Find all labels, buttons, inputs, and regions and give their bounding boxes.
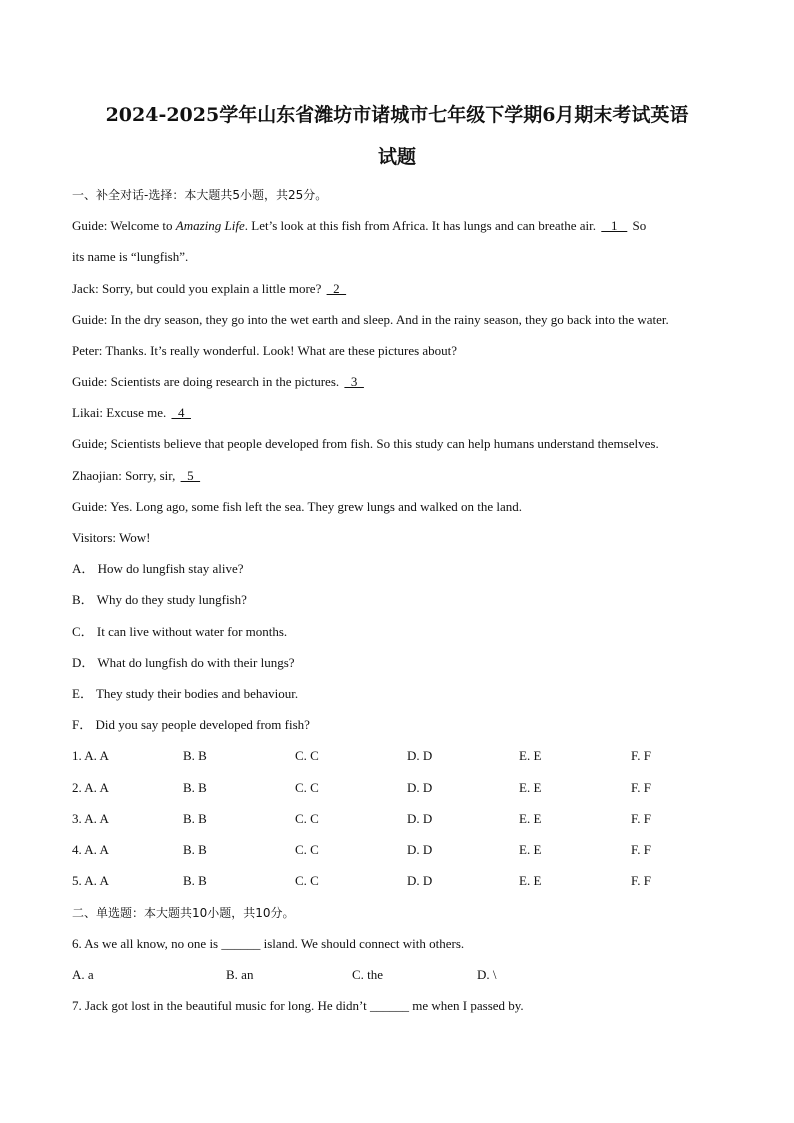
answer-choice[interactable]: D. D xyxy=(407,748,433,763)
option-b: B． Why do they study lungfish? xyxy=(72,592,247,607)
answer-choice[interactable]: E. E xyxy=(519,873,542,888)
section-2-heading: 二、单选题：本大题共10小题，共10分。 xyxy=(72,906,295,920)
dialogue-line-10: Guide: Yes. Long ago, some fish left the sea. They grew lungs and walked on the land. xyxy=(72,499,522,514)
dialogue-text: Zhaojian: Sorry, sir, xyxy=(72,468,179,483)
q6-choice-b[interactable]: B. an xyxy=(226,967,254,982)
question-7-stem: 7. Jack got lost in the beautiful music for long. He didn’t ______ me when I passed by. xyxy=(72,998,524,1013)
q6-choice-d[interactable]: D. \ xyxy=(477,967,497,982)
dialogue-text: So xyxy=(629,218,647,233)
option-c: C． It can live without water for months. xyxy=(72,624,288,639)
blank-2: 2 xyxy=(326,281,347,296)
option-a: A． How do lungfish stay alive? xyxy=(72,561,244,576)
option-f: F． Did you say people developed from fish? xyxy=(72,717,310,732)
answer-choice[interactable]: B. B xyxy=(183,780,207,795)
answer-row-3 xyxy=(72,811,722,827)
blank-1: 1 xyxy=(601,218,628,233)
answer-choice[interactable]: F. F xyxy=(631,811,651,826)
dialogue-text: Guide: Welcome to xyxy=(72,218,176,233)
answer-choice[interactable]: 2. A. A xyxy=(72,780,109,795)
answer-choice[interactable]: C. C xyxy=(295,780,319,795)
blank-4: 4 xyxy=(171,405,191,420)
question-6-choices xyxy=(72,967,722,983)
dialogue-line-9 xyxy=(72,468,202,484)
answer-row-2 xyxy=(72,780,722,796)
answer-choice[interactable]: C. C xyxy=(295,842,319,857)
answer-choice[interactable]: E. E xyxy=(519,748,542,763)
dialogue-line-1 xyxy=(72,218,646,234)
answer-choice[interactable]: F. F xyxy=(631,780,651,795)
answer-choice[interactable]: 3. A. A xyxy=(72,811,109,826)
answer-choice[interactable]: D. D xyxy=(407,780,433,795)
answer-choice[interactable]: E. E xyxy=(519,842,542,857)
dialogue-line-4: Guide: In the dry season, they go into the wet earth and sleep. And in the rainy season, they go back into the water. xyxy=(72,312,669,327)
answer-row-1 xyxy=(72,748,722,764)
dialogue-text: Guide: Scientists are doing research in the pictures. xyxy=(72,374,343,389)
answer-choice[interactable]: E. E xyxy=(519,780,542,795)
blank-5: 5 xyxy=(180,468,201,483)
answer-choice[interactable]: C. C xyxy=(295,811,319,826)
answer-choice[interactable]: C. C xyxy=(295,748,319,763)
answer-choice[interactable]: E. E xyxy=(519,811,542,826)
answer-choice[interactable]: B. B xyxy=(183,811,207,826)
answer-choice[interactable]: 5. A. A xyxy=(72,873,109,888)
dialogue-line-6 xyxy=(72,374,366,390)
dialogue-text: . Let’s look at this fish from Africa. It has lungs and can breathe air. xyxy=(244,218,600,233)
answer-choice[interactable]: F. F xyxy=(631,748,651,763)
dialogue-line-11: Visitors: Wow! xyxy=(72,530,151,545)
exam-title-line1: 2024-2025学年山东省潍坊市诸城市七年级下学期6月期末考试英语 xyxy=(105,104,689,126)
answer-choice[interactable]: B. B xyxy=(183,748,207,763)
show-name: Amazing Life xyxy=(175,218,245,233)
dialogue-text: Likai: Excuse me. xyxy=(72,405,170,420)
answer-choice[interactable]: D. D xyxy=(407,811,433,826)
dialogue-line-8: Guide; Scientists believe that people developed from fish. So this study can help humans understand themselves. xyxy=(72,436,659,451)
answer-choice[interactable]: B. B xyxy=(183,842,207,857)
exam-title-line2: 试题 xyxy=(377,146,416,168)
answer-row-4 xyxy=(72,842,722,858)
answer-choice[interactable]: F. F xyxy=(631,873,651,888)
answer-choice[interactable]: B. B xyxy=(183,873,207,888)
dialogue-line-2: its name is “lungfish”. xyxy=(72,249,189,264)
blank-3: 3 xyxy=(344,374,364,389)
option-d: D． What do lungfish do with their lungs? xyxy=(72,655,295,670)
q6-choice-a[interactable]: A. a xyxy=(72,967,94,982)
dialogue-text: Jack: Sorry, but could you explain a little more? xyxy=(72,281,325,296)
option-e: E． They study their bodies and behaviour. xyxy=(72,686,299,701)
answer-choice[interactable]: C. C xyxy=(295,873,319,888)
answer-row-5 xyxy=(72,873,722,889)
answer-choice[interactable]: F. F xyxy=(631,842,651,857)
answer-choice[interactable]: D. D xyxy=(407,873,433,888)
answer-choice[interactable]: 1. A. A xyxy=(72,748,109,763)
section-1-heading: 一、补全对话-选择：本大题共5小题，共25分。 xyxy=(72,188,328,202)
answer-choice[interactable]: 4. A. A xyxy=(72,842,109,857)
dialogue-line-5: Peter: Thanks. It’s really wonderful. Look! What are these pictures about? xyxy=(72,343,458,358)
dialogue-line-3 xyxy=(72,281,348,297)
dialogue-line-7 xyxy=(72,405,193,421)
q6-choice-c[interactable]: C. the xyxy=(352,967,384,982)
question-6-stem: 6. As we all know, no one is ______ island. We should connect with others. xyxy=(72,936,465,951)
answer-choice[interactable]: D. D xyxy=(407,842,433,857)
